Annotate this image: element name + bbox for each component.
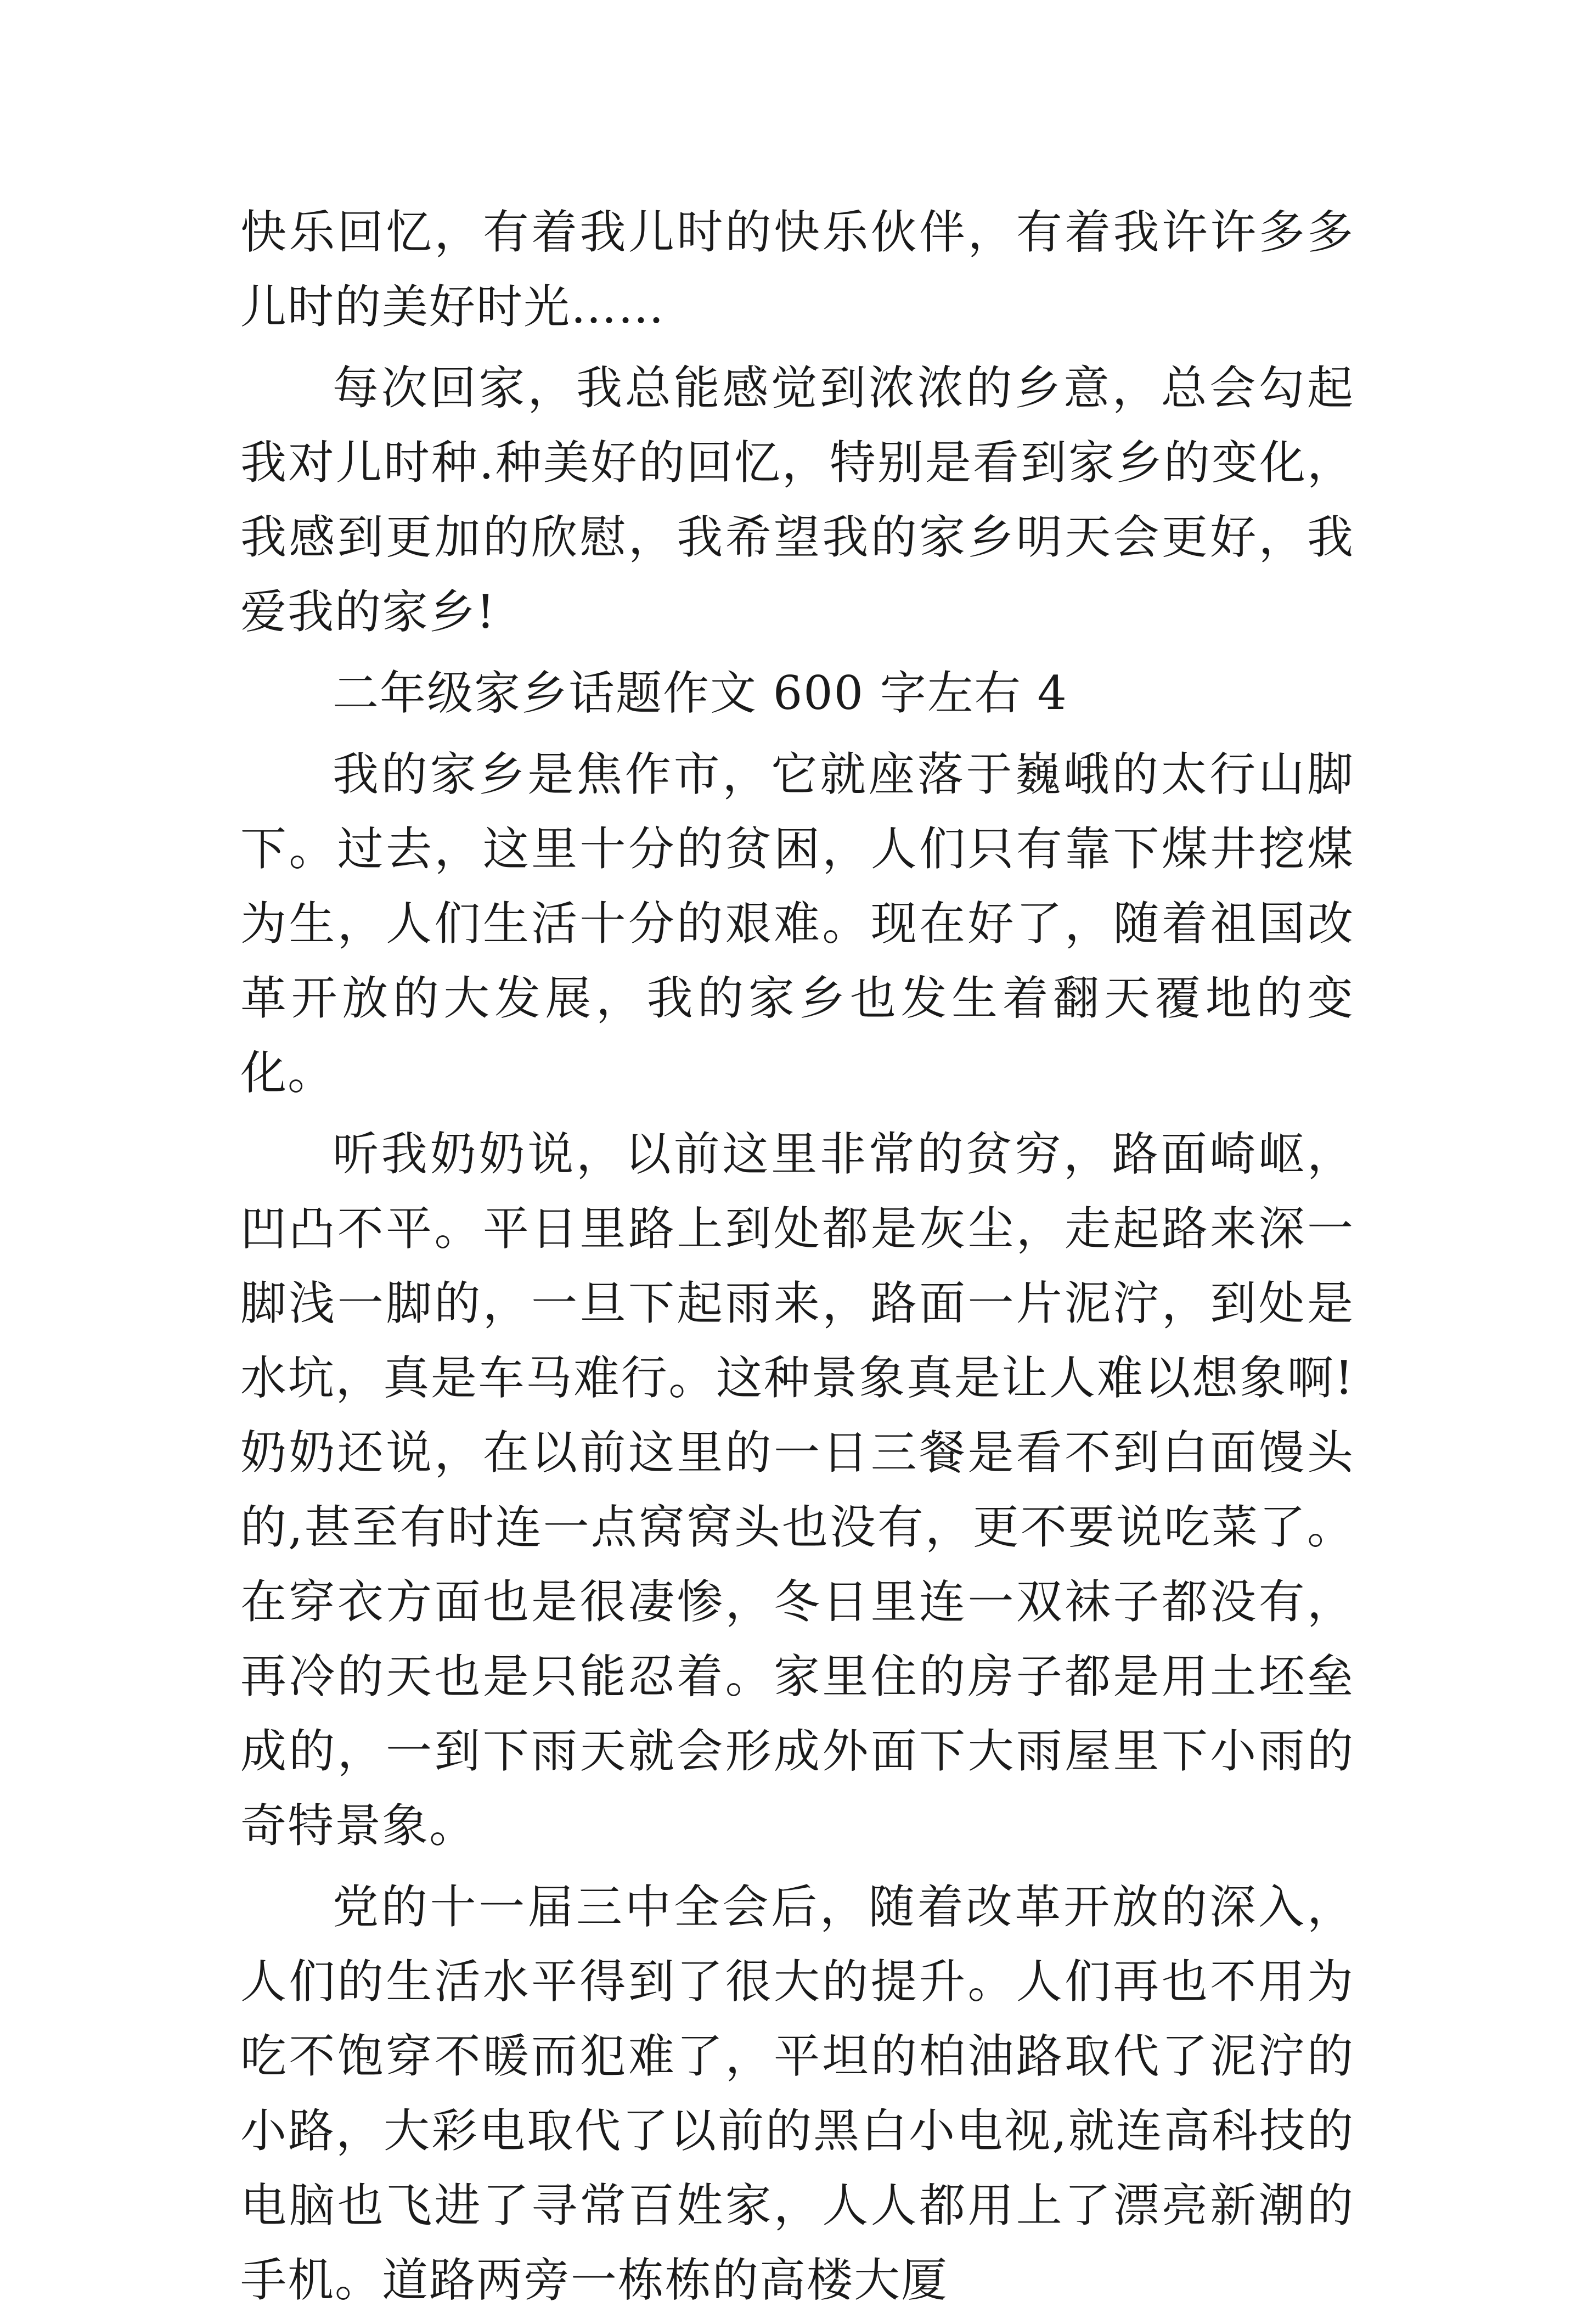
- paragraph-1: 快乐回忆，有着我儿时的快乐伙伴，有着我许许多多儿时的美好时光……: [240, 205, 1354, 334]
- paragraph-2: 每次回家，我总能感觉到浓浓的乡意，总会勾起我对儿时种.种美好的回忆，特别是看到家乡的变化，我感到更加的欣慰，我希望我的家乡明天会更好，我爱我的家乡!: [240, 361, 1354, 639]
- document-body: [240, 195, 1354, 2324]
- section-heading: 二年级家乡话题作文 600 字左右 4: [333, 666, 1068, 720]
- paragraph-4: 听我奶奶说，以前这里非常的贫穷，路面崎岖，凹凸不平。平日里路上到处都是灰尘，走起路来深一脚浅一脚的，一旦下起雨来，路面一片泥泞，到处是水坑，真是车马难行。这种景象真是让人难以想象啊!奶奶还说，在以前这里的一日三餐是看不到白面馒头的,甚至有时连一点窝窝头也没有，更不要说吃菜了。在穿衣方面也是很凄惨，冬日里连一双袜子都没有，再冷的天也是只能忍着。家里住的房子都是用土坯垒成的，一到下雨天就会形成外面下大雨屋里下小雨的奇特景象。: [240, 1127, 1354, 1853]
- paragraph-5: 党的十一届三中全会后，随着改革开放的深入，人们的生活水平得到了很大的提升。人们再也不用为吃不饱穿不暖而犯难了，平坦的柏油路取代了泥泞的小路，大彩电取代了以前的黑白小电视,就连高科技的电脑也飞进了寻常百姓家，人人都用上了漂亮新潮的手机。道路两旁一栋栋的高楼大厦: [240, 1880, 1354, 2307]
- paragraph-3: 我的家乡是焦作市，它就座落于巍峨的太行山脚下。过去，这里十分的贫困，人们只有靠下煤井挖煤为生，人们生活十分的艰难。现在好了，随着祖国改革开放的大发展，我的家乡也发生着翻天覆地的变化。: [240, 747, 1354, 1100]
